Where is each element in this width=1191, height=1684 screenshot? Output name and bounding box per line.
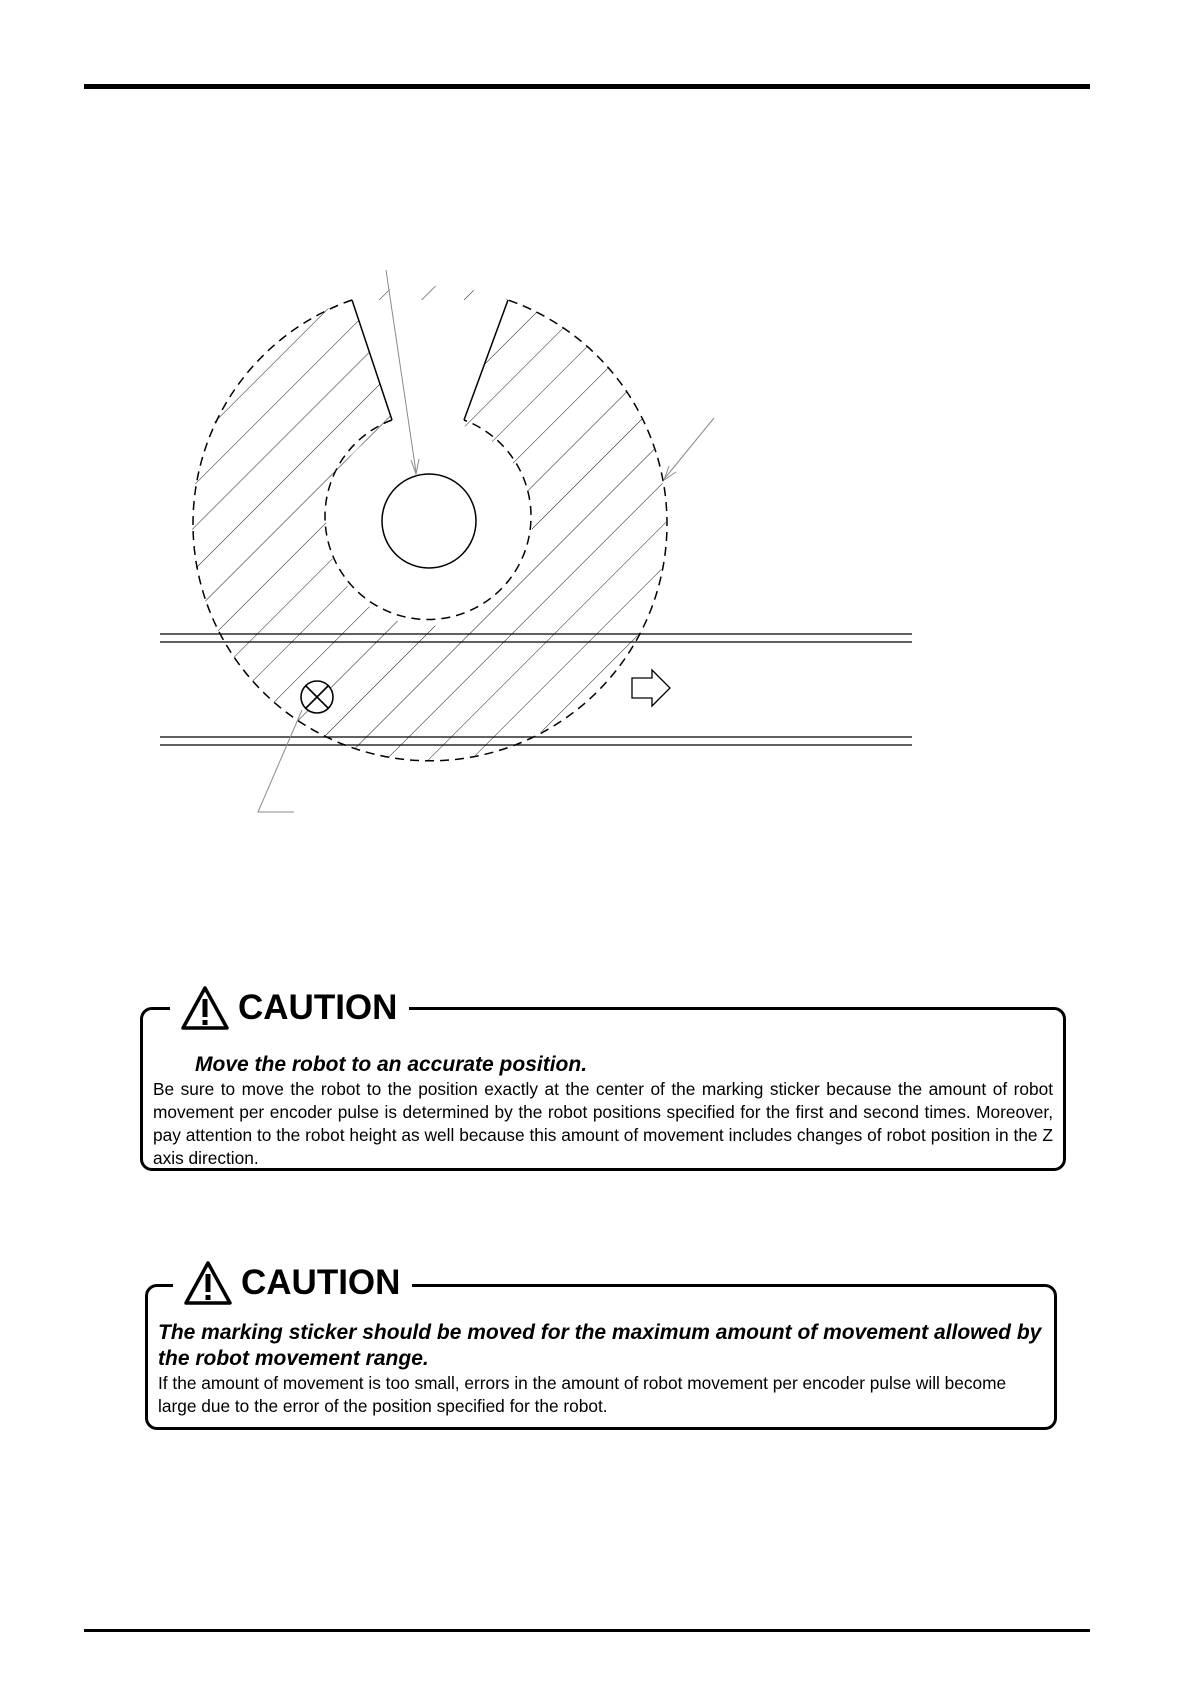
caution-header-2 [173,1258,412,1308]
caution-header-1 [170,983,409,1033]
caution-heading: The marking sticker should be moved for the maximum amount of movement allowed by the robot movement range. [158,1321,1042,1370]
caution-title: CAUTION [241,1263,401,1302]
cross-circle-icon [301,681,333,713]
warning-triangle-icon [183,1260,233,1306]
caution-heading: Move the robot to an accurate position. [195,1053,588,1076]
footer-rule [84,1629,1090,1632]
robot-base-circle [382,474,476,568]
warning-triangle-icon [180,985,230,1031]
caution-body: If the amount of movement is too small, errors in the amount of robot movement per encoder pulse will become large due to the error of the position specified for the robot. [158,1373,1007,1416]
caution-title: CAUTION [238,988,398,1027]
caution-body: Be sure to move the robot to the position exactly at the center of the marking sticker because the amount of robot movement per encoder pulse is determined by the robot positions specified for the first and second times. Moreover, pay attention to the robot height as well because this amount of movement includes changes of robot position in the Z axis direction. [153,1079,1053,1168]
